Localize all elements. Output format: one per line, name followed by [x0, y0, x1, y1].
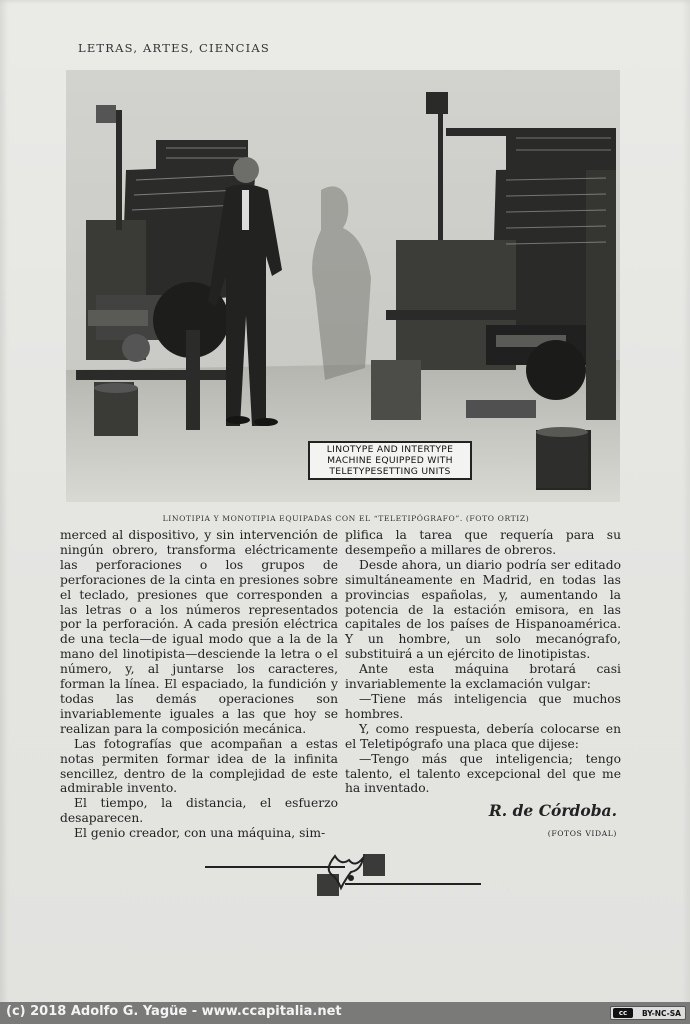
paragraph: merced al dispositivo, y sin intervención de ningún obrero, transforma eléctricamente las perforaciones o los grupos de perforaciones de la cinta en presiones sobre el teclado, presiones que corresponden a las letras o a los números representados por la perforación. A cada presión eléctrica de una tecla—de igual modo que a la de la mano del linotipista—desciende la letra o el número, y, al juntarse los caracteres, forman la línea. El espaciado, la fundición y todas las demás operaciones son invariablemente iguales a las que hoy se realizan para la composición mecánica.	[60, 528, 338, 736]
left-column	[60, 528, 338, 841]
paragraph: Ante esta máquina brotará casi invariablemente la exclamación vulgar:	[345, 662, 621, 692]
photo-inset-label	[308, 441, 472, 480]
paragraph: plifica la tarea que requería para su desempeño a millares de obreros.	[345, 528, 621, 557]
paragraph: Y, como respuesta, debería colocarse en el Teletipógrafo una placa que dijese:	[345, 721, 621, 751]
photo-caption: LINOTIPIA Y MONOTIPIA EQUIPADAS CON EL “TELETIPÓGRAFO”. (FOTO ORTIZ)	[162, 514, 530, 523]
paragraph: El tiempo, la distancia, el esfuerzo desaparecen.	[60, 796, 338, 826]
paragraph: —Tiene más inteligencia que muchos hombres.	[345, 691, 621, 721]
paragraph: El genio creador, con una máquina, sim-	[74, 826, 326, 841]
cc-license-badge	[610, 1006, 686, 1020]
cc-icon: cc	[613, 1008, 633, 1018]
right-column	[345, 528, 621, 842]
photo-credit: (FOTOS VIDAL)	[547, 829, 617, 839]
linotype-photo	[66, 70, 620, 502]
paragraph: —Tengo más que inteligencia; tengo talento, el talento excepcional del que me ha inventado.	[345, 751, 621, 796]
license-text: BY-NC-SA	[641, 1009, 681, 1018]
author-signature: R. de Córdoba.	[488, 801, 617, 821]
paragraph: Las fotografías que acompañan a estas notas permiten formar idea de la infinita sencillez, dentro de la complejidad de este admirable invento.	[60, 736, 338, 796]
paragraph: Desde ahora, un diario podría ser editado simultáneamente en Madrid, en todas las provincias españolas, y, aumentando la potencia de la estación emisora, en las capitales de los países de Hispanoamérica. Y un hombre, un solo mecanógrafo, substituirá a un ejército de linotipistas.	[345, 557, 621, 662]
photo-label-line-3: TELETYPESETTING UNITS	[329, 466, 451, 477]
decorative-ornament-icon	[205, 850, 485, 902]
running-head: LETRAS, ARTES, CIENCIAS	[78, 41, 270, 55]
copyright-watermark: (c) 2018 Adolfo G. Yagüe - www.ccapitalia.net	[6, 1004, 342, 1019]
photo-label-line-2: MACHINE EQUIPPED WITH	[327, 455, 453, 466]
photo-label-line-1: LINOTYPE AND INTERTYPE	[326, 444, 454, 455]
